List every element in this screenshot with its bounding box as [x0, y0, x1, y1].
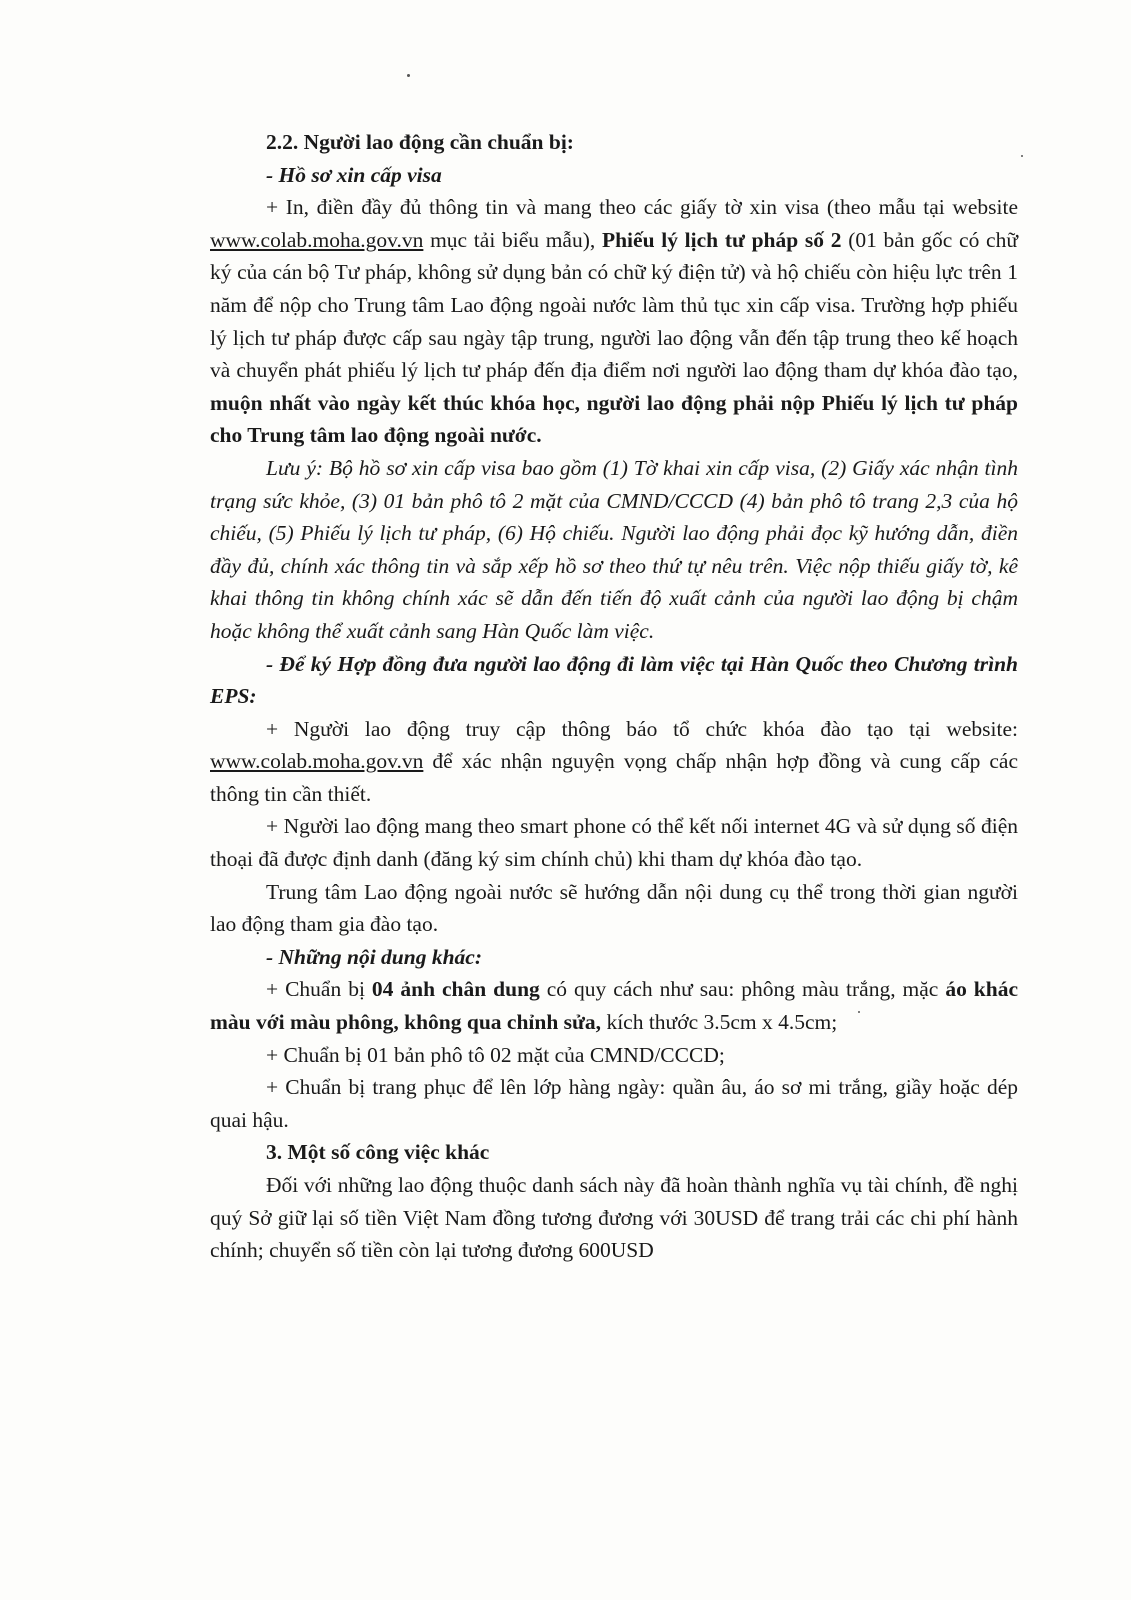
- colab-website-link[interactable]: www.colab.moha.gov.vn: [210, 227, 424, 252]
- contract-paragraph-guidance: Trung tâm Lao động ngoài nước sẽ hướng dẫn nội dung cụ thể trong thời gian người lao động tham gia đào tạo.: [210, 879, 1018, 937]
- text-run: + Người lao động truy cập thông báo tổ chức khóa đào tạo tại website:: [266, 716, 1018, 741]
- other-paragraph-id-copy: + Chuẩn bị 01 bản phô tô 02 mặt của CMND/CCCD;: [266, 1042, 725, 1067]
- bold-text-run: áo khác màu với màu phông, không qua chỉnh sửa,: [210, 977, 1018, 1035]
- text-run: có quy cách như sau: phông màu trắng, mặc: [539, 977, 946, 1002]
- bold-text-run: muộn nhất vào ngày kết thúc khóa học, người lao động phải nộp Phiếu lý lịch tư pháp cho Trung tâm lao động ngoài nước.: [210, 390, 1018, 448]
- section-heading-2-2: 2.2. Người lao động cần chuẩn bị:: [266, 130, 574, 154]
- other-paragraph-photos: [210, 973, 1018, 1038]
- contract-paragraph-phone: + Người lao động mang theo smart phone có thể kết nối internet 4G và sử dụng số điện thoại đã được định danh (đăng ký sim chính chủ) khi tham dự khóa đào tạo.: [210, 814, 1018, 872]
- text-run: kích thước 3.5cm x 4.5cm;: [601, 1010, 838, 1035]
- colab-website-link[interactable]: www.colab.moha.gov.vn: [210, 749, 424, 774]
- visa-paragraph: [210, 191, 1018, 452]
- contract-paragraph-website: [210, 713, 1018, 811]
- scan-speck: [407, 74, 410, 77]
- section-3-paragraph: Đối với những lao động thuộc danh sách này đã hoàn thành nghĩa vụ tài chính, đề nghị quý Sở giữ lại số tiền Việt Nam đồng tương đương với 30USD để trang trải các chi phí hành chính; chuyển số tiền còn lại tương đương 600USD: [210, 1173, 1018, 1263]
- other-subheading: - Những nội dung khác:: [266, 944, 482, 969]
- document-body: [210, 126, 1018, 1267]
- visa-note-paragraph: Lưu ý: Bộ hồ sơ xin cấp visa bao gồm (1) Tờ khai xin cấp visa, (2) Giấy xác nhận tình trạng sức khỏe, (3) 01 bản phô tô 2 mặt của CMND/CCCD (4) bản phô tô trang 2,3 của hộ chiếu, (5) Phiếu lý lịch tư pháp, (6) Hộ chiếu. Người lao động phải đọc kỹ hướng dẫn, điền đầy đủ, chính xác thông tin và sắp xếp hồ sơ theo thứ tự nêu trên. Việc nộp thiếu giấy tờ, kê khai thông tin không chính xác sẽ dẫn đến tiến độ xuất cảnh của người lao động bị chậm hoặc không thể xuất cảnh sang Hàn Quốc làm việc.: [210, 455, 1018, 643]
- text-run: (01 bản gốc có chữ ký của cán bộ Tư pháp, không sử dụng bản có chữ ký điện tử) và hộ chiếu còn hiệu lực trên 1 năm để nộp cho Trung tâm Lao động ngoài nước làm thủ tục xin cấp visa. Trường hợp phiếu lý lịch tư pháp được cấp sau ngày tập trung, người lao động vẫn đến tập trung theo kế hoạch và chuyển phát phiếu lý lịch tư pháp đến địa điểm nơi người lao động tham dự khóa đào tạo,: [210, 227, 1018, 383]
- other-paragraph-attire: + Chuẩn bị trang phục để lên lớp hàng ngày: quần âu, áo sơ mi trắng, giầy hoặc dép quai hậu.: [210, 1075, 1018, 1132]
- visa-subheading: - Hồ sơ xin cấp visa: [266, 162, 442, 187]
- bold-text-run: Phiếu lý lịch tư pháp số 2: [601, 227, 842, 252]
- text-run: + Chuẩn bị: [266, 977, 372, 1002]
- section-heading-3: 3. Một số công việc khác: [266, 1140, 490, 1165]
- scan-speck: [1021, 155, 1023, 157]
- text-run: mục tải biểu mẫu),: [423, 227, 602, 252]
- contract-subheading: - Để ký Hợp đồng đưa người lao động đi làm việc tại Hàn Quốc theo Chương trình EPS:: [210, 651, 1018, 709]
- text-run: + In, điền đầy đủ thông tin và mang theo các giấy tờ xin visa (theo mẫu tại website: [266, 195, 1018, 220]
- bold-text-run: 04 ảnh chân dung: [371, 977, 540, 1002]
- text-run: để xác nhận nguyện vọng chấp nhận hợp đồng và cung cấp các thông tin cần thiết.: [210, 749, 1018, 806]
